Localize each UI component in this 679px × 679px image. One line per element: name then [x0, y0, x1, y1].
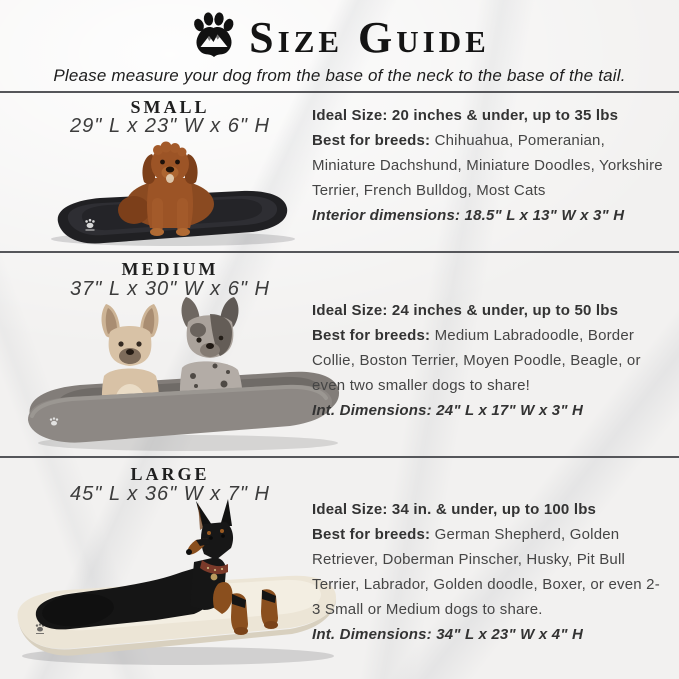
measure-instruction: Please measure your dog from the base of the neck to the base of the tail. — [53, 66, 626, 85]
small-bed-photo — [38, 136, 300, 250]
large-interior-dimensions: Int. Dimensions: 34" L x 23" W x 4" H — [312, 626, 584, 643]
medium-breeds-label: Best for breeds: — [312, 327, 431, 344]
large-bed-photo — [6, 498, 340, 676]
small-info — [312, 103, 668, 228]
doberman-illustration — [36, 499, 278, 635]
divider-header — [0, 91, 679, 93]
section-dimensions-small: 29" L x 23" W x 6" H — [70, 115, 270, 137]
medium-breeds: Best for breeds: Medium Labradoodle, Border Collie, Boston Terrier, Moyen Poodle, Beagle, or even two smaller dogs to share! — [312, 327, 641, 394]
page-title: Size Guide — [249, 13, 490, 62]
section-title-large: LARGE — [130, 464, 210, 484]
large-info — [312, 497, 668, 647]
section-title-small: SMALL — [130, 97, 210, 117]
medium-info — [312, 298, 668, 423]
medium-ideal-size: Ideal Size: 24 inches & under, up to 50 lbs — [312, 302, 619, 319]
section-dimensions-medium: 37" L x 30" W x 6" H — [70, 278, 270, 300]
medium-bed-photo — [18, 296, 344, 456]
header — [0, 10, 679, 66]
large-breeds: Best for breeds: German Shepherd, Golden Retriever, Doberman Pinscher, Husky, Pit Bull Terrier, Labrador, Golden doodle, Boxer, or even 2-3 Small or Medium dogs to share. — [312, 526, 660, 618]
small-breeds: Best for breeds: Chihuahua, Pomeranian, Miniature Dachshund, Miniature Doodles, Yorkshire Terrier, French Bulldog, Most Cats — [312, 132, 663, 199]
divider-medium-large — [0, 456, 679, 458]
paw-mountain-icon — [189, 12, 237, 65]
large-ideal-size: Ideal Size: 34 in. & under, up to 100 lbs — [312, 501, 597, 518]
divider-small-medium — [0, 251, 679, 253]
large-breeds-label: Best for breeds: — [312, 526, 431, 543]
small-interior-dimensions: Interior dimensions: 18.5" L x 13" W x 3" H — [312, 207, 625, 224]
medium-interior-dimensions: Int. Dimensions: 24" L x 17" W x 3" H — [312, 402, 584, 419]
small-ideal-size: Ideal Size: 20 inches & under, up to 35 lbs — [312, 107, 619, 124]
section-dimensions-large: 45" L x 36" W x 7" H — [70, 483, 270, 505]
section-title-medium: MEDIUM — [121, 259, 219, 279]
small-breeds-label: Best for breeds: — [312, 132, 431, 149]
